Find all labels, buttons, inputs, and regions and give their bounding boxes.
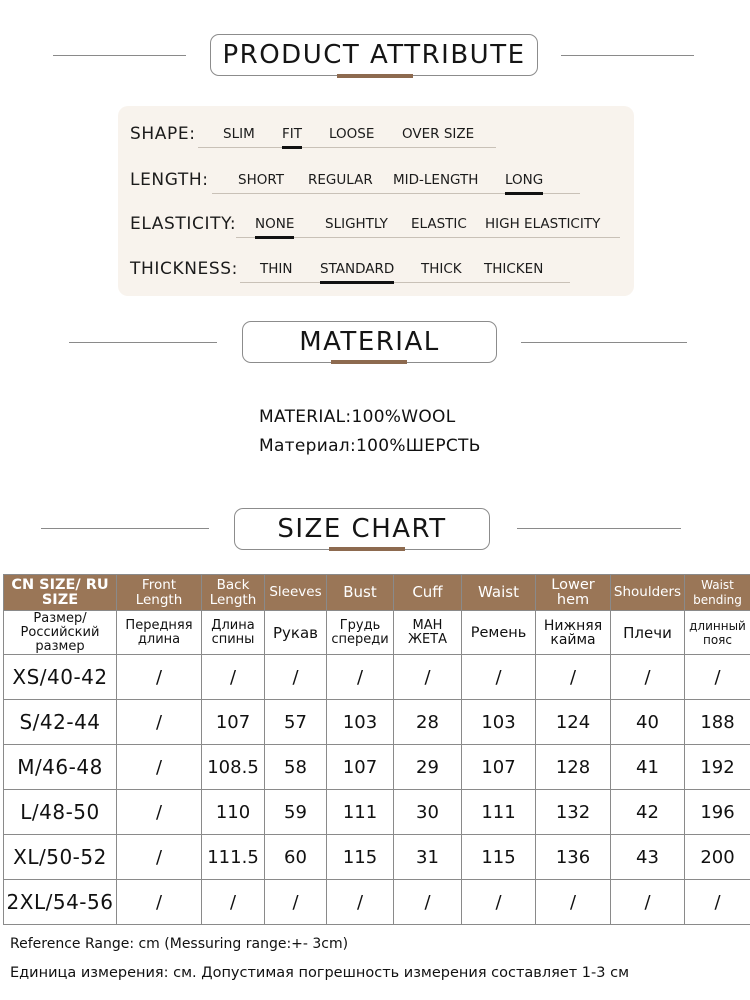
table-row — [4, 880, 750, 925]
measure-cell: / — [117, 655, 202, 700]
measure-cell: / — [327, 880, 394, 925]
measure-cell: 103 — [462, 700, 536, 745]
measure-cell: 124 — [536, 700, 611, 745]
measure-cell: 111 — [462, 790, 536, 835]
attribute-option: OVER SIZE — [402, 126, 475, 142]
attribute-option: LOOSE — [329, 126, 375, 142]
column-header: Lower hem — [536, 575, 611, 611]
measure-cell: / — [117, 790, 202, 835]
material-russian: Материал:100%ШЕРСТЬ — [259, 436, 481, 456]
attribute-option: THICKEN — [484, 261, 544, 277]
attribute-label: LENGTH: — [130, 170, 209, 190]
attribute-option-selected: STANDARD — [320, 261, 395, 277]
measure-cell: 29 — [394, 745, 462, 790]
measure-cell: 107 — [462, 745, 536, 790]
column-header: Sleeves — [265, 575, 327, 611]
attribute-label: ELASTICITY: — [130, 214, 237, 234]
measure-cell: 128 — [536, 745, 611, 790]
attribute-row-thickness — [118, 255, 634, 285]
attribute-label: SHAPE: — [130, 124, 196, 144]
column-header: Waist bending — [685, 575, 750, 611]
attribute-option: SHORT — [238, 172, 284, 188]
size-section-title: SIZE CHART — [234, 508, 490, 550]
measure-cell: 107 — [327, 745, 394, 790]
measure-cell: / — [117, 835, 202, 880]
attribute-option-selected: LONG — [505, 172, 544, 188]
column-header-ru: Плечи — [611, 611, 685, 655]
attribute-option-selected: NONE — [255, 216, 295, 232]
column-header-ru: длинный пояс — [685, 611, 750, 655]
column-header: Waist — [462, 575, 536, 611]
measure-cell: 196 — [685, 790, 750, 835]
column-header: Shoulders — [611, 575, 685, 611]
attribute-option: REGULAR — [308, 172, 373, 188]
reference-range-note: Reference Range: cm (Messuring range:+- 3cm) — [10, 936, 349, 952]
attribute-option-selected: FIT — [282, 126, 302, 142]
measure-cell: / — [117, 745, 202, 790]
measure-cell: 43 — [611, 835, 685, 880]
size-header-line-left — [41, 528, 209, 529]
measure-cell: 136 — [536, 835, 611, 880]
material-header-line-left — [69, 342, 217, 343]
size-header-row-en — [4, 575, 750, 611]
measure-cell: 28 — [394, 700, 462, 745]
column-header: CN SIZE/ RU SIZE — [4, 575, 117, 611]
measure-cell: / — [611, 655, 685, 700]
size-cell: XL/50-52 — [4, 835, 117, 880]
measure-cell: 31 — [394, 835, 462, 880]
size-cell: L/48-50 — [4, 790, 117, 835]
size-cell: M/46-48 — [4, 745, 117, 790]
measure-cell: / — [265, 655, 327, 700]
measure-cell: 30 — [394, 790, 462, 835]
measure-cell: / — [462, 655, 536, 700]
column-header-ru: Грудь спереди — [327, 611, 394, 655]
measure-cell: / — [117, 700, 202, 745]
attribute-label: THICKNESS: — [130, 259, 238, 279]
measure-cell: / — [394, 880, 462, 925]
measure-cell: / — [117, 880, 202, 925]
attribute-option: SLIM — [223, 126, 255, 142]
material-section-title: MATERIAL — [242, 321, 497, 363]
column-header: Cuff — [394, 575, 462, 611]
attribute-row-shape — [118, 120, 634, 150]
column-header: Bust — [327, 575, 394, 611]
column-header-ru: МАН ЖЕТА — [394, 611, 462, 655]
measure-cell: 200 — [685, 835, 750, 880]
column-header-ru: Длина спины — [202, 611, 265, 655]
size-title-accent — [329, 547, 405, 551]
measure-cell: / — [394, 655, 462, 700]
measure-cell: 115 — [462, 835, 536, 880]
measure-cell: 111 — [327, 790, 394, 835]
measure-cell: 57 — [265, 700, 327, 745]
column-header-ru: Размер/ Российский размер — [4, 611, 117, 655]
measure-cell: 132 — [536, 790, 611, 835]
measure-cell: 110 — [202, 790, 265, 835]
attribute-header-line-left — [53, 55, 186, 56]
size-chart-table — [3, 574, 750, 925]
column-header-ru: Нижняя кайма — [536, 611, 611, 655]
measure-cell: / — [536, 880, 611, 925]
column-header-ru: Рукав — [265, 611, 327, 655]
table-row — [4, 745, 750, 790]
measure-cell: / — [462, 880, 536, 925]
attribute-title-accent — [337, 74, 413, 78]
table-row — [4, 700, 750, 745]
measure-cell: 41 — [611, 745, 685, 790]
measure-cell: 115 — [327, 835, 394, 880]
attribute-option: ELASTIC — [411, 216, 467, 232]
measure-cell: / — [202, 655, 265, 700]
size-cell: XS/40-42 — [4, 655, 117, 700]
material-header-line-right — [521, 342, 687, 343]
measure-cell: 111.5 — [202, 835, 265, 880]
measure-cell: 103 — [327, 700, 394, 745]
attribute-option: MID-LENGTH — [393, 172, 479, 188]
attribute-panel — [118, 106, 634, 296]
attribute-option: THICK — [421, 261, 462, 277]
material-english: MATERIAL:100%WOOL — [259, 407, 456, 427]
measure-cell: / — [327, 655, 394, 700]
measure-cell: 58 — [265, 745, 327, 790]
measure-cell: / — [202, 880, 265, 925]
size-cell: S/42-44 — [4, 700, 117, 745]
size-cell: 2XL/54-56 — [4, 880, 117, 925]
table-row — [4, 835, 750, 880]
measure-cell: / — [685, 655, 750, 700]
column-header-ru: Передняя длина — [117, 611, 202, 655]
attribute-option: THIN — [260, 261, 293, 277]
measure-cell: / — [536, 655, 611, 700]
table-row — [4, 655, 750, 700]
measure-cell: / — [265, 880, 327, 925]
size-header-row-ru — [4, 611, 750, 655]
measure-cell: 192 — [685, 745, 750, 790]
attribute-row-length — [118, 166, 634, 196]
attribute-option: SLIGHTLY — [325, 216, 388, 232]
attribute-row-elasticity — [118, 210, 634, 240]
size-header-line-right — [517, 528, 681, 529]
attribute-header-line-right — [561, 55, 694, 56]
measure-cell: 188 — [685, 700, 750, 745]
measure-cell: / — [611, 880, 685, 925]
attribute-underline — [198, 147, 496, 148]
column-header: Front Length — [117, 575, 202, 611]
column-header: Back Length — [202, 575, 265, 611]
measure-cell: 60 — [265, 835, 327, 880]
attribute-section-title: PRODUCT ATTRIBUTE — [210, 34, 538, 76]
column-header-ru: Ремень — [462, 611, 536, 655]
measure-cell: 108.5 — [202, 745, 265, 790]
measurement-note-ru: Единица измерения: см. Допустимая погрешность измерения составляет 1-3 см — [10, 965, 630, 981]
measure-cell: 40 — [611, 700, 685, 745]
attribute-option: HIGH ELASTICITY — [485, 216, 601, 232]
measure-cell: 107 — [202, 700, 265, 745]
table-row — [4, 790, 750, 835]
attribute-underline — [240, 282, 570, 283]
measure-cell: / — [685, 880, 750, 925]
measure-cell: 42 — [611, 790, 685, 835]
material-title-accent — [331, 360, 407, 364]
measure-cell: 59 — [265, 790, 327, 835]
size-table-body — [4, 655, 750, 925]
